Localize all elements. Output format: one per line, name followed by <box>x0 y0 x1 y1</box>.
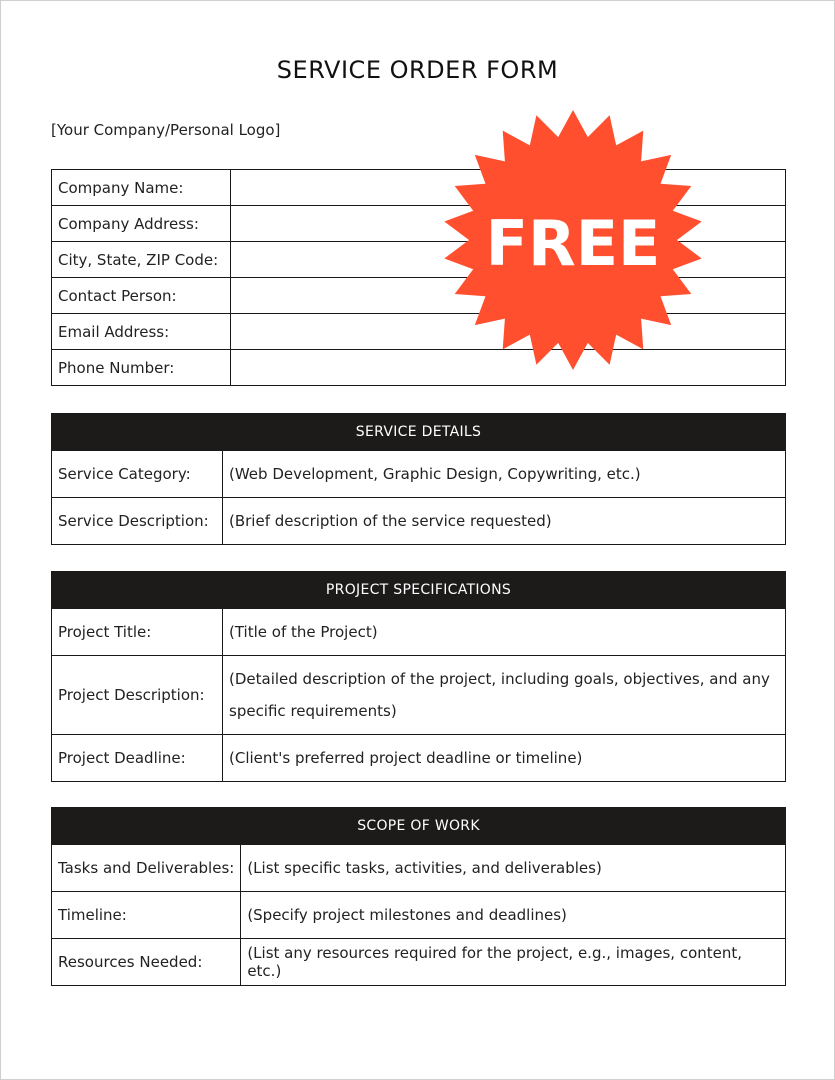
table-row <box>52 498 786 545</box>
service-category-label: Service Category: <box>52 451 223 498</box>
scope-of-work-table <box>51 807 786 986</box>
table-row <box>52 939 786 986</box>
timeline-label: Timeline: <box>52 892 241 939</box>
project-title-field[interactable]: (Title of the Project) <box>223 609 786 656</box>
service-description-field[interactable]: (Brief description of the service requested) <box>223 498 786 545</box>
free-badge <box>440 107 706 373</box>
logo-placeholder: [Your Company/Personal Logo] <box>51 121 281 139</box>
resources-needed-field[interactable]: (List any resources required for the project, e.g., images, content, etc.) <box>241 939 786 986</box>
timeline-field[interactable]: (Specify project milestones and deadlines) <box>241 892 786 939</box>
scope-of-work-header: SCOPE OF WORK <box>52 808 786 845</box>
service-description-label: Service Description: <box>52 498 223 545</box>
table-row <box>52 845 786 892</box>
project-description-field[interactable]: (Detailed description of the project, including goals, objectives, and any specific requirements) <box>223 656 786 735</box>
email-address-label: Email Address: <box>52 314 231 350</box>
table-row <box>52 735 786 782</box>
project-specifications-header: PROJECT SPECIFICATIONS <box>52 572 786 609</box>
service-details-header: SERVICE DETAILS <box>52 414 786 451</box>
table-row <box>52 892 786 939</box>
contact-person-label: Contact Person: <box>52 278 231 314</box>
table-row <box>52 656 786 735</box>
project-deadline-label: Project Deadline: <box>52 735 223 782</box>
company-address-label: Company Address: <box>52 206 231 242</box>
city-state-zip-label: City, State, ZIP Code: <box>52 242 231 278</box>
resources-needed-label: Resources Needed: <box>52 939 241 986</box>
company-name-label: Company Name: <box>52 170 231 206</box>
free-badge-text: FREE <box>485 207 661 280</box>
table-row <box>52 414 786 451</box>
tasks-deliverables-label: Tasks and Deliverables: <box>52 845 241 892</box>
tasks-deliverables-field[interactable]: (List specific tasks, activities, and deliverables) <box>241 845 786 892</box>
project-description-label: Project Description: <box>52 656 223 735</box>
service-category-field[interactable]: (Web Development, Graphic Design, Copywriting, etc.) <box>223 451 786 498</box>
service-details-table <box>51 413 786 545</box>
project-deadline-field[interactable]: (Client's preferred project deadline or timeline) <box>223 735 786 782</box>
page-title: SERVICE ORDER FORM <box>276 56 559 84</box>
phone-number-label: Phone Number: <box>52 350 231 386</box>
table-row <box>52 808 786 845</box>
project-title-label: Project Title: <box>52 609 223 656</box>
table-row <box>52 451 786 498</box>
table-row <box>52 609 786 656</box>
table-row <box>52 572 786 609</box>
project-specifications-table <box>51 571 786 782</box>
